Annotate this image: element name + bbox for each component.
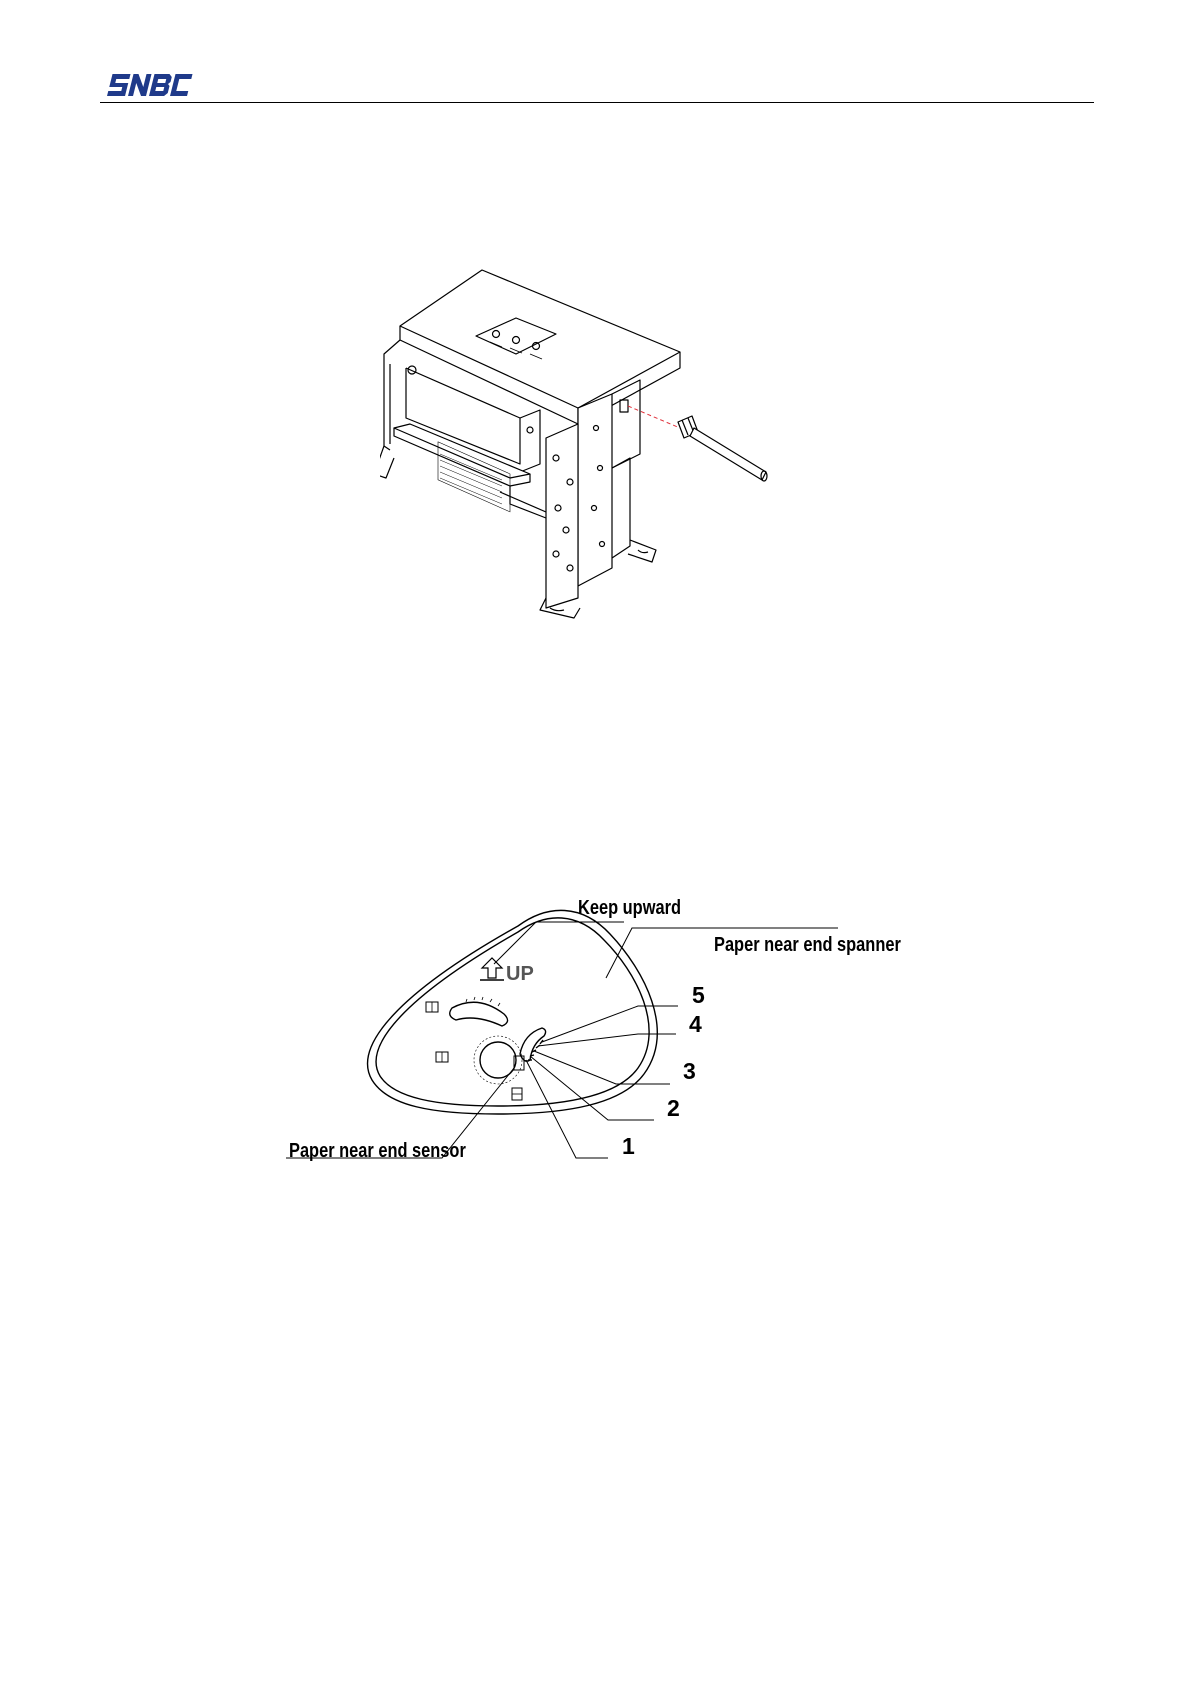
up-label: UP	[506, 963, 534, 985]
callout-keep-upward: Keep upward	[578, 897, 681, 919]
slot-scale-marks	[466, 997, 500, 1006]
callout-paper-near-end-sensor: Paper near end sensor	[289, 1140, 466, 1162]
upper-mounting-slot	[450, 1002, 508, 1026]
header-divider	[100, 102, 1094, 103]
snbc-logo	[104, 68, 194, 102]
page-header	[100, 64, 1094, 106]
position-label-1: 1	[622, 1133, 635, 1159]
connection-guide-line	[628, 406, 680, 428]
callout-paper-near-end-spanner: Paper near end spanner	[714, 934, 901, 956]
position-label-2: 2	[667, 1095, 680, 1121]
cable-plug	[678, 416, 767, 481]
position-label-5: 5	[692, 982, 705, 1008]
up-arrow-icon	[480, 958, 504, 980]
position-label-3: 3	[683, 1058, 696, 1084]
sensor-scale-ring	[474, 1036, 522, 1084]
position-label-4: 4	[689, 1011, 702, 1037]
position-leaders	[526, 1006, 678, 1158]
printer-assembly-figure	[380, 268, 840, 638]
printer-side-plate	[546, 380, 640, 608]
connector-socket	[620, 400, 628, 412]
paper-exit	[394, 424, 546, 518]
printer-top-cover	[400, 270, 680, 424]
